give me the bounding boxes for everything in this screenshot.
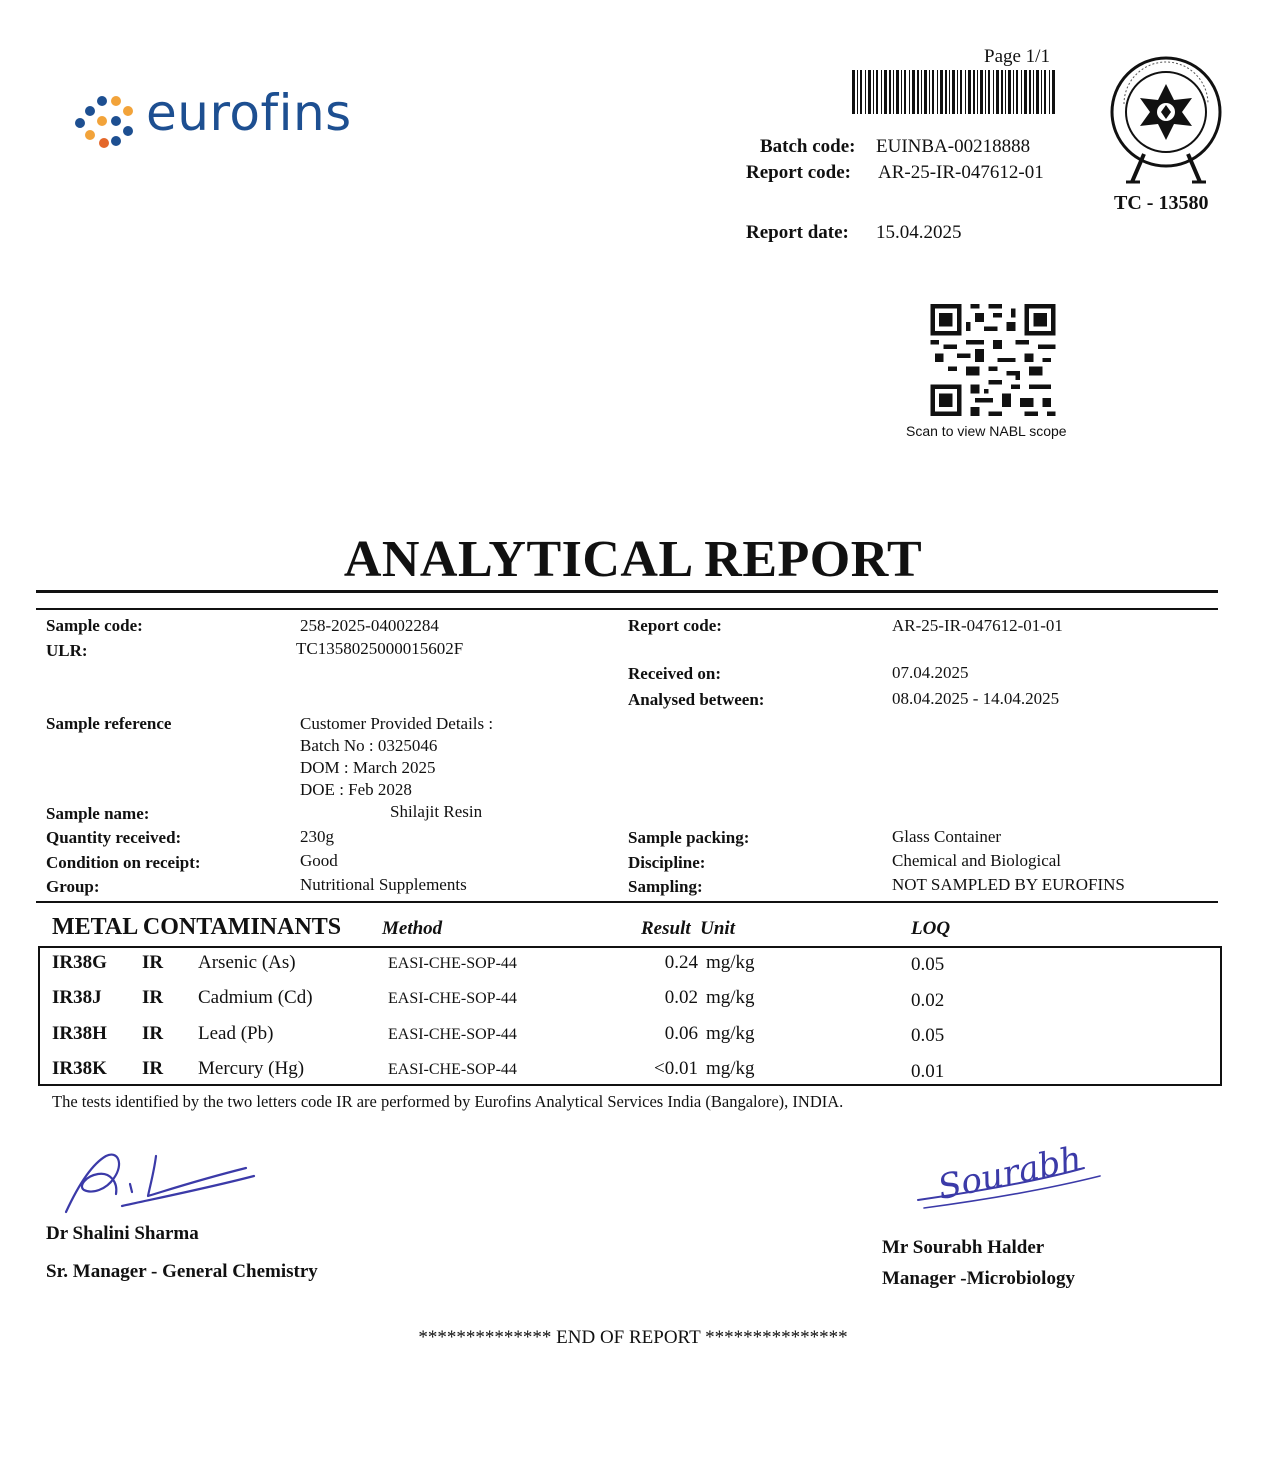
group-label: Group: bbox=[46, 877, 100, 896]
row-method: EASI-CHE-SOP-44 bbox=[388, 955, 517, 972]
sample-reference-label: Sample reference bbox=[46, 714, 172, 733]
qr-code-icon[interactable] bbox=[930, 304, 1056, 416]
row-method: EASI-CHE-SOP-44 bbox=[388, 1026, 517, 1043]
ulr-value: TC1358025000015602F bbox=[296, 639, 464, 658]
col-loq: LOQ bbox=[911, 918, 951, 939]
end-of-report: ************** END OF REPORT *************** bbox=[418, 1327, 848, 1348]
signatory-1-name: Dr Shalini Sharma bbox=[46, 1223, 199, 1244]
row-loq: 0.02 bbox=[911, 990, 945, 1011]
row-result: 0.02 bbox=[664, 987, 698, 1008]
signature-shalini-icon bbox=[58, 1146, 258, 1218]
packing-label: Sample packing: bbox=[628, 828, 750, 847]
sample-code-label: Sample code: bbox=[46, 616, 143, 635]
row-method: EASI-CHE-SOP-44 bbox=[388, 990, 517, 1007]
signature-sourabh bbox=[914, 1138, 1110, 1212]
discipline-label: Discipline: bbox=[628, 853, 706, 872]
brand-name: eurofins bbox=[146, 84, 352, 142]
sample-reference-line: Customer Provided Details : bbox=[300, 714, 494, 733]
row-analyte: Arsenic (As) bbox=[198, 952, 296, 973]
col-method: Method bbox=[382, 918, 443, 939]
received-on-value: 07.04.2025 bbox=[892, 663, 969, 682]
section-title: METAL CONTAMINANTS bbox=[52, 914, 342, 940]
col-result-unit: Result Unit bbox=[641, 918, 735, 939]
report-code-label: Report code: bbox=[746, 162, 851, 183]
row-loq: 0.01 bbox=[911, 1061, 945, 1082]
row-lab: IR bbox=[142, 1023, 164, 1044]
page-number: Page 1/1 bbox=[984, 46, 1050, 67]
condition-value: Good bbox=[300, 851, 338, 870]
report-date-label: Report date: bbox=[746, 222, 849, 243]
row-lab: IR bbox=[142, 1058, 164, 1079]
row-unit: mg/kg bbox=[706, 1023, 755, 1044]
info-top-divider bbox=[36, 608, 1218, 610]
row-analyte: Mercury (Hg) bbox=[198, 1058, 305, 1079]
title-divider bbox=[36, 590, 1218, 593]
sample-code-value: 258-2025-04002284 bbox=[300, 616, 439, 635]
packing-value: Glass Container bbox=[892, 827, 1002, 846]
footnote: The tests identified by the two letters code IR are performed by Eurofins Analytical Services India (Bangalore), INDIA. bbox=[52, 1092, 844, 1111]
batch-code-value: EUINBA-00218888 bbox=[876, 136, 1031, 157]
nabl-seal-icon bbox=[1104, 54, 1228, 190]
condition-label: Condition on receipt: bbox=[46, 853, 201, 872]
report-code-info-value: AR-25-IR-047612-01-01 bbox=[892, 616, 1063, 635]
report-title: ANALYTICAL REPORT bbox=[343, 531, 923, 588]
row-analyte: Lead (Pb) bbox=[198, 1023, 274, 1044]
row-code: IR38J bbox=[52, 987, 102, 1008]
row-analyte: Cadmium (Cd) bbox=[198, 987, 313, 1008]
analysed-between-label: Analysed between: bbox=[628, 690, 765, 709]
row-unit: mg/kg bbox=[706, 952, 755, 973]
sample-reference-line: DOE : Feb 2028 bbox=[300, 780, 412, 799]
row-lab: IR bbox=[142, 952, 164, 973]
row-code: IR38K bbox=[52, 1058, 107, 1079]
row-unit: mg/kg bbox=[706, 987, 755, 1008]
signatory-2-name: Mr Sourabh Halder bbox=[882, 1237, 1045, 1258]
batch-code-label: Batch code: bbox=[760, 136, 856, 157]
signatory-1-title: Sr. Manager - General Chemistry bbox=[46, 1261, 318, 1282]
ulr-label: ULR: bbox=[46, 641, 88, 660]
row-code: IR38H bbox=[52, 1023, 107, 1044]
row-result: <0.01 bbox=[654, 1058, 698, 1079]
sample-reference-line: DOM : March 2025 bbox=[300, 758, 436, 777]
row-code: IR38G bbox=[52, 952, 107, 973]
row-method: EASI-CHE-SOP-44 bbox=[388, 1061, 517, 1078]
report-code-info-label: Report code: bbox=[628, 616, 722, 635]
quantity-label: Quantity received: bbox=[46, 828, 182, 847]
sample-reference-line: Batch No : 0325046 bbox=[300, 736, 438, 755]
sampling-label: Sampling: bbox=[628, 877, 703, 896]
signature-sourabh-text: Sourabh bbox=[934, 1138, 1086, 1209]
received-on-label: Received on: bbox=[628, 664, 722, 683]
quantity-value: 230g bbox=[300, 827, 334, 846]
report-date-value: 15.04.2025 bbox=[876, 222, 962, 243]
row-result: 0.06 bbox=[664, 1023, 698, 1044]
sampling-value: NOT SAMPLED BY EUROFINS bbox=[892, 875, 1125, 894]
accreditation-number: TC - 13580 bbox=[1114, 192, 1209, 214]
sample-name-label: Sample name: bbox=[46, 804, 150, 823]
row-unit: mg/kg bbox=[706, 1058, 755, 1079]
row-loq: 0.05 bbox=[911, 954, 945, 975]
barcode-icon bbox=[852, 70, 1056, 114]
sample-name-value: Shilajit Resin bbox=[390, 802, 483, 821]
row-loq: 0.05 bbox=[911, 1025, 945, 1046]
discipline-value: Chemical and Biological bbox=[892, 851, 1062, 870]
signatory-2-title: Manager -Microbiology bbox=[882, 1268, 1075, 1289]
eurofins-logo-icon bbox=[72, 94, 136, 150]
group-value: Nutritional Supplements bbox=[300, 875, 467, 894]
info-bottom-divider bbox=[36, 901, 1218, 903]
analysed-between-value: 08.04.2025 - 14.04.2025 bbox=[892, 689, 1060, 708]
row-lab: IR bbox=[142, 987, 164, 1008]
qr-caption: Scan to view NABL scope bbox=[906, 423, 1067, 439]
report-code-value: AR-25-IR-047612-01 bbox=[878, 162, 1044, 183]
row-result: 0.24 bbox=[664, 952, 698, 973]
